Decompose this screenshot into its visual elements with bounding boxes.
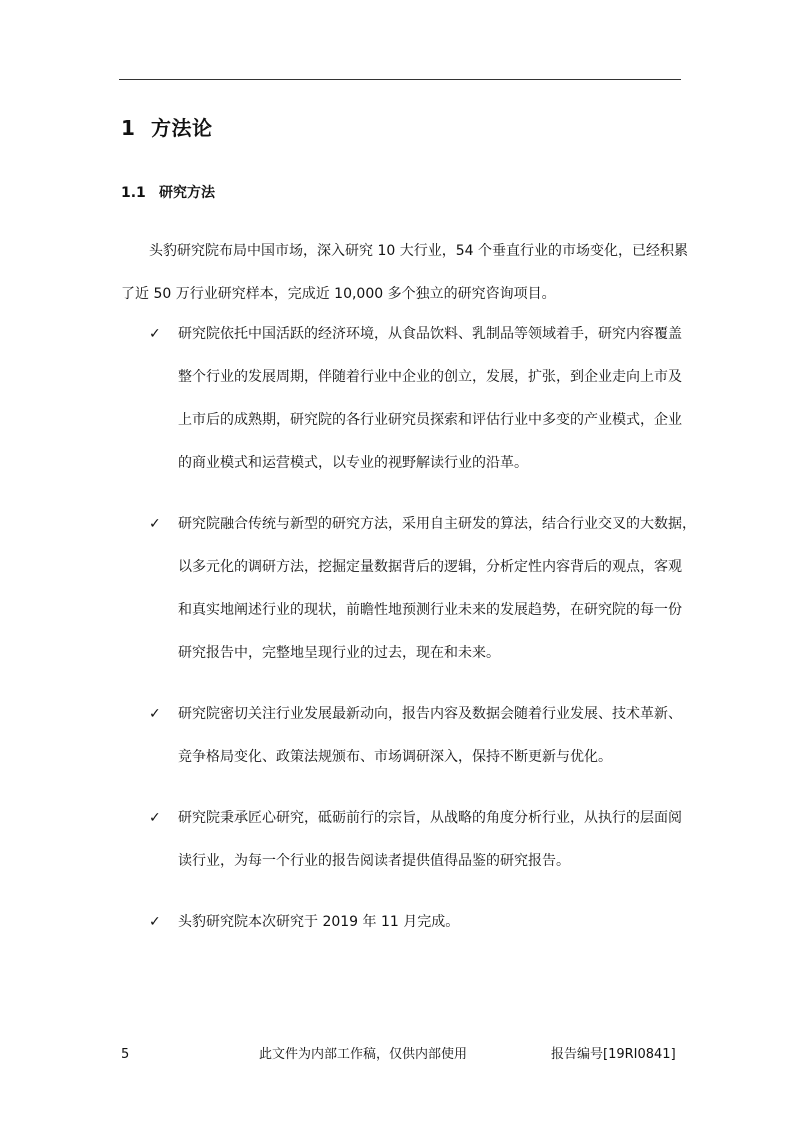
subsection-heading [121, 182, 215, 202]
bullet-line: 研究院密切关注行业发展最新动向，报告内容及数据会随着行业发展、技术革新、 [178, 706, 682, 722]
section-heading [121, 112, 213, 141]
section-title: 方法论 [151, 116, 213, 140]
bullet-line: 以多元化的调研方法，挖掘定量数据背后的逻辑，分析定性内容背后的观点，客观 [178, 559, 682, 575]
checkmark-icon: ✓ [149, 810, 161, 826]
header-rule [119, 79, 681, 80]
bullet-line: 读行业，为每一个行业的报告阅读者提供值得品鉴的研究报告。 [178, 853, 570, 869]
subsection-title: 研究方法 [159, 185, 215, 201]
bullet-line: 竞争格局变化、政策法规颁布、市场调研深入，保持不断更新与优化。 [178, 749, 612, 765]
bullet-line: 研究报告中，完整地呈现行业的过去，现在和未来。 [178, 645, 500, 661]
bullet-line: 上市后的成熟期，研究院的各行业研究员探索和评估行业中多变的产业模式，企业 [178, 412, 682, 428]
bullet-line: 研究院融合传统与新型的研究方法，采用自主研发的算法，结合行业交叉的大数据， [178, 516, 696, 532]
bullet-line: 的商业模式和运营模式，以专业的视野解读行业的沿革。 [178, 455, 528, 471]
bullet-line: 整个行业的发展周期，伴随着行业中企业的创立，发展，扩张，到企业走向上市及 [178, 369, 682, 385]
checkmark-icon: ✓ [149, 914, 161, 930]
checkmark-icon: ✓ [149, 516, 161, 532]
checkmark-icon: ✓ [149, 326, 161, 342]
section-number: 1 [121, 116, 136, 140]
page-number: 5 [121, 1047, 130, 1062]
subsection-number: 1.1 [121, 185, 146, 201]
intro-line: 头豹研究院布局中国市场，深入研究 10 大行业，54 个垂直行业的市场变化，已经积累 [149, 243, 688, 259]
bullet-line: 研究院依托中国活跃的经济环境，从食品饮料、乳制品等领域着手，研究内容覆盖 [178, 326, 682, 342]
checkmark-icon: ✓ [149, 706, 161, 722]
bullet-line: 研究院秉承匠心研究，砥砺前行的宗旨，从战略的角度分析行业，从执行的层面阅 [178, 810, 682, 826]
bullet-line: 头豹研究院本次研究于 2019 年 11 月完成。 [178, 914, 460, 930]
footer-notice: 此文件为内部工作稿，仅供内部使用 [259, 1047, 468, 1062]
report-code: 报告编号[19RI0841] [551, 1047, 676, 1062]
bullet-line: 和真实地阐述行业的现状，前瞻性地预测行业未来的发展趋势，在研究院的每一份 [178, 602, 682, 618]
intro-line: 了近 50 万行业研究样本，完成近 10,000 多个独立的研究咨询项目。 [121, 286, 556, 302]
